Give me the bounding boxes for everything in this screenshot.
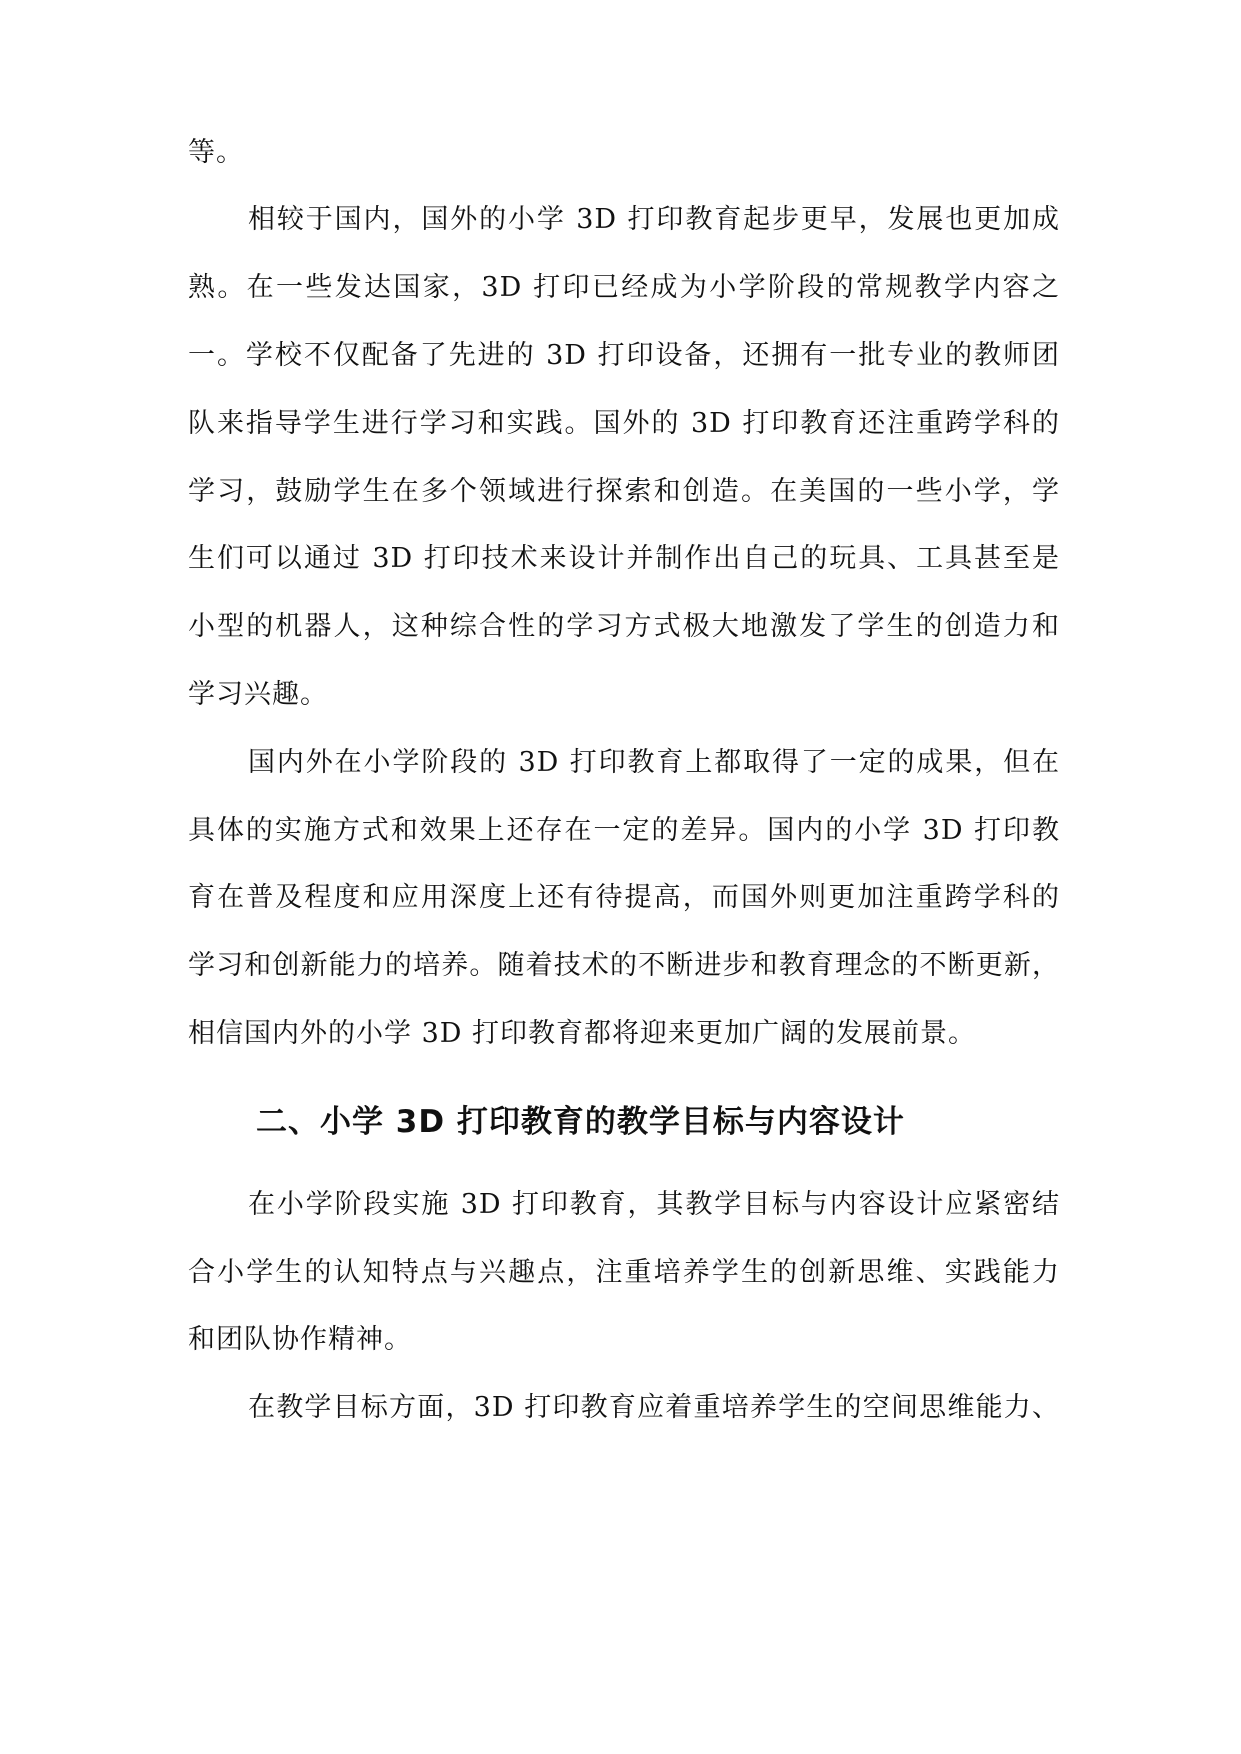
paragraph-line: 相信国内外的小学 3D 打印教育都将迎来更加广阔的发展前景。	[188, 1018, 976, 1049]
paragraph-line: 国内外在小学阶段的 3D 打印教育上都取得了一定的成果，但在	[248, 747, 1060, 778]
paragraph-line: 在教学目标方面，3D 打印教育应着重培养学生的空间思维能力、	[248, 1392, 1060, 1423]
paragraph-line: 生们可以通过 3D 打印技术来设计并制作出自己的玩具、工具甚至是	[188, 543, 1060, 574]
paragraph-line: 熟。在一些发达国家，3D 打印已经成为小学阶段的常规教学内容之	[188, 272, 1060, 303]
paragraph-line: 和团队协作精神。	[188, 1324, 412, 1355]
paragraph-line: 一。学校不仅配备了先进的 3D 打印设备，还拥有一批专业的教师团	[188, 340, 1060, 371]
paragraph-line: 具体的实施方式和效果上还存在一定的差异。国内的小学 3D 打印教	[188, 815, 1060, 846]
paragraph-line: 在小学阶段实施 3D 打印教育，其教学目标与内容设计应紧密结	[248, 1189, 1060, 1220]
paragraph-line: 队来指导学生进行学习和实践。国外的 3D 打印教育还注重跨学科的	[188, 408, 1060, 439]
section-heading: 二、小学 3D 打印教育的教学目标与内容设计	[256, 1104, 905, 1140]
paragraph-line: 合小学生的认知特点与兴趣点，注重培养学生的创新思维、实践能力	[188, 1257, 1060, 1288]
paragraph-line: 相较于国内，国外的小学 3D 打印教育起步更早，发展也更加成	[248, 204, 1060, 235]
paragraph-line: 学习兴趣。	[188, 679, 328, 710]
paragraph-line: 育在普及程度和应用深度上还有待提高，而国外则更加注重跨学科的	[188, 882, 1060, 913]
paragraph-line: 小型的机器人，这种综合性的学习方式极大地激发了学生的创造力和	[188, 611, 1060, 642]
paragraph-line: 等。	[188, 137, 244, 168]
paragraph-line: 学习和创新能力的培养。随着技术的不断进步和教育理念的不断更新，	[188, 950, 1060, 981]
paragraph-line: 学习，鼓励学生在多个领域进行探索和创造。在美国的一些小学，学	[188, 476, 1060, 507]
